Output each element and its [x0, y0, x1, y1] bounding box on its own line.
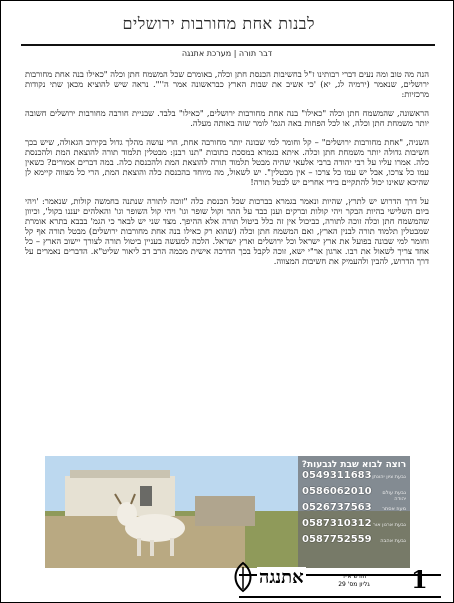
contact-name: גבעת ארנון אור	[373, 522, 406, 528]
paragraph: הראשונה, שהמשמח חתן וכלה "כאילו" בנה אחת מחורבות ירושלים, "כאילו" בלבד. שבניית חורבה מחורבות ירושלים חשובה יותר משמחת חתן וכלה, או לכל הפחות באה הגמ' לומר שזה באותה מעלה.	[25, 108, 429, 128]
title-rule	[21, 10, 435, 46]
issue-number: גליון מס' 29	[338, 581, 370, 588]
paragraph: הנה מה טוב ומה נעים דברי רבותינו ז"ל בחשיבות הכנסת חתן וכלה, באומרם שכל המשמח חתן וכלה "כאילו בנה אחת מחורבות ירושלים, שנאמר (ירמיה לג, יא) 'כי אשיב את שבות הארץ כבראשונה אמר ה''". נראה שיש להוציא מכאן שתי נקודות מרכזיות:	[25, 69, 429, 99]
ad-title: רוצה לבוא שבת לגבעות?	[301, 460, 407, 470]
issue-info	[336, 573, 372, 589]
issue-month: חודש אייר	[341, 573, 367, 580]
ad-contact-row	[298, 534, 410, 550]
goat-photo	[45, 456, 410, 568]
contact-phone: 0549311683	[302, 470, 372, 481]
paragraph: על דרך הדרוש יש לתרץ, שהיות ונאמר בגמרא בברכות שכל הכנסת כלה "זוכה לתורה שנתנה בחמשה קולות, שנאמר: 'ויהי ביום השלישי בהיות הבקר ויהי קולות וברקים וענן כבד על ההר וקול שופר וגו' ויהי קול השופר וגו' והאלהים יעננו בקול', וכיוון שהמשמח חתן וכלה זוכה לתורה, כביכול אין זה כלל ביטול תורה אלא ההיפך. מצד שני יש לבאר כי הגמ' בבבא בתרא אומרת שמבטלין תלמוד תורה לבנין הארץ, ואם המשמח חתן וכלה (שהוא רק כאילו בנה אחת מחורבות ירושלים) מבטל תורה אף קל וחומר למי שבונה בפועל את ארץ ישראל וכל ירושלים וארץ ישראל. הלכה למעשה בעניין ביטול תורה לצורך יישוב הארץ – כל אחד צריך לשאול את רבו. ארגון אר"י ישא, זוכה לקבל בכך הדרכה אישית מכמה הרב דב ליאור שליט"א. הדברים נאמרים על דרך הדרוש, להבין ולהעמיק את חשיבות המצווה.	[25, 196, 429, 266]
ad-contact-row	[298, 518, 410, 534]
contact-phone: 0586062010	[302, 486, 372, 497]
ad-contact-row	[298, 486, 410, 502]
article-body	[25, 69, 429, 275]
page-number: 1	[411, 565, 428, 594]
contact-name: גבעת עולם יהודה	[382, 490, 406, 502]
ad-contact-row	[298, 470, 410, 486]
shabbat-ad	[298, 456, 410, 568]
contact-phone: 0587752559	[302, 534, 372, 545]
contact-name: מעוז אסתר	[382, 506, 406, 512]
ad-contact-row	[298, 502, 410, 518]
contact-phone: 0587310312	[302, 518, 372, 529]
contact-name: גבעת ציון יהונתן	[372, 474, 406, 480]
paragraph: השניה, "אחת מחורבות ירושלים" – קל וחומר למי שבונה יותר מחורבה אחת, הרי עושה מהלך גדול בקירוב הגאולה, שיש בכך חשיבות גדולה יותר משמחת חתן וכלה. איתא בגמרא במסכת כתובות "תנו רבנן: מבטלין תלמוד תורה להוצאת המת ולהכנסת כלה. אמרו עליו על רבי יהודה ברבי אלעאי שהיה מבטל תלמוד תורה להוצאת המת ולהכנסת כלה. במה דברים אמורים? כשאין עמו כל צרכו, אבל יש עמו כל צרכו – אין מבטלין". יש לשאול, מה מיוחד בהכנסת כלה והוצאת המת, הרי כל מצווה קיימא לן שהיכא שאינו יכול להתקיים בידי אחרים יש לבטל תורה!	[25, 137, 429, 187]
contact-name: גבעת אהבה	[380, 538, 406, 544]
page-title: לבנות אחת מחורבות ירושלים	[122, 14, 315, 33]
leaf-logo-icon	[231, 561, 255, 597]
contact-phone: 0526737563	[302, 502, 372, 513]
byline: דבר תורה | מערכת אתנגה	[181, 49, 273, 58]
newsletter-logo: אתנגה	[259, 567, 304, 588]
